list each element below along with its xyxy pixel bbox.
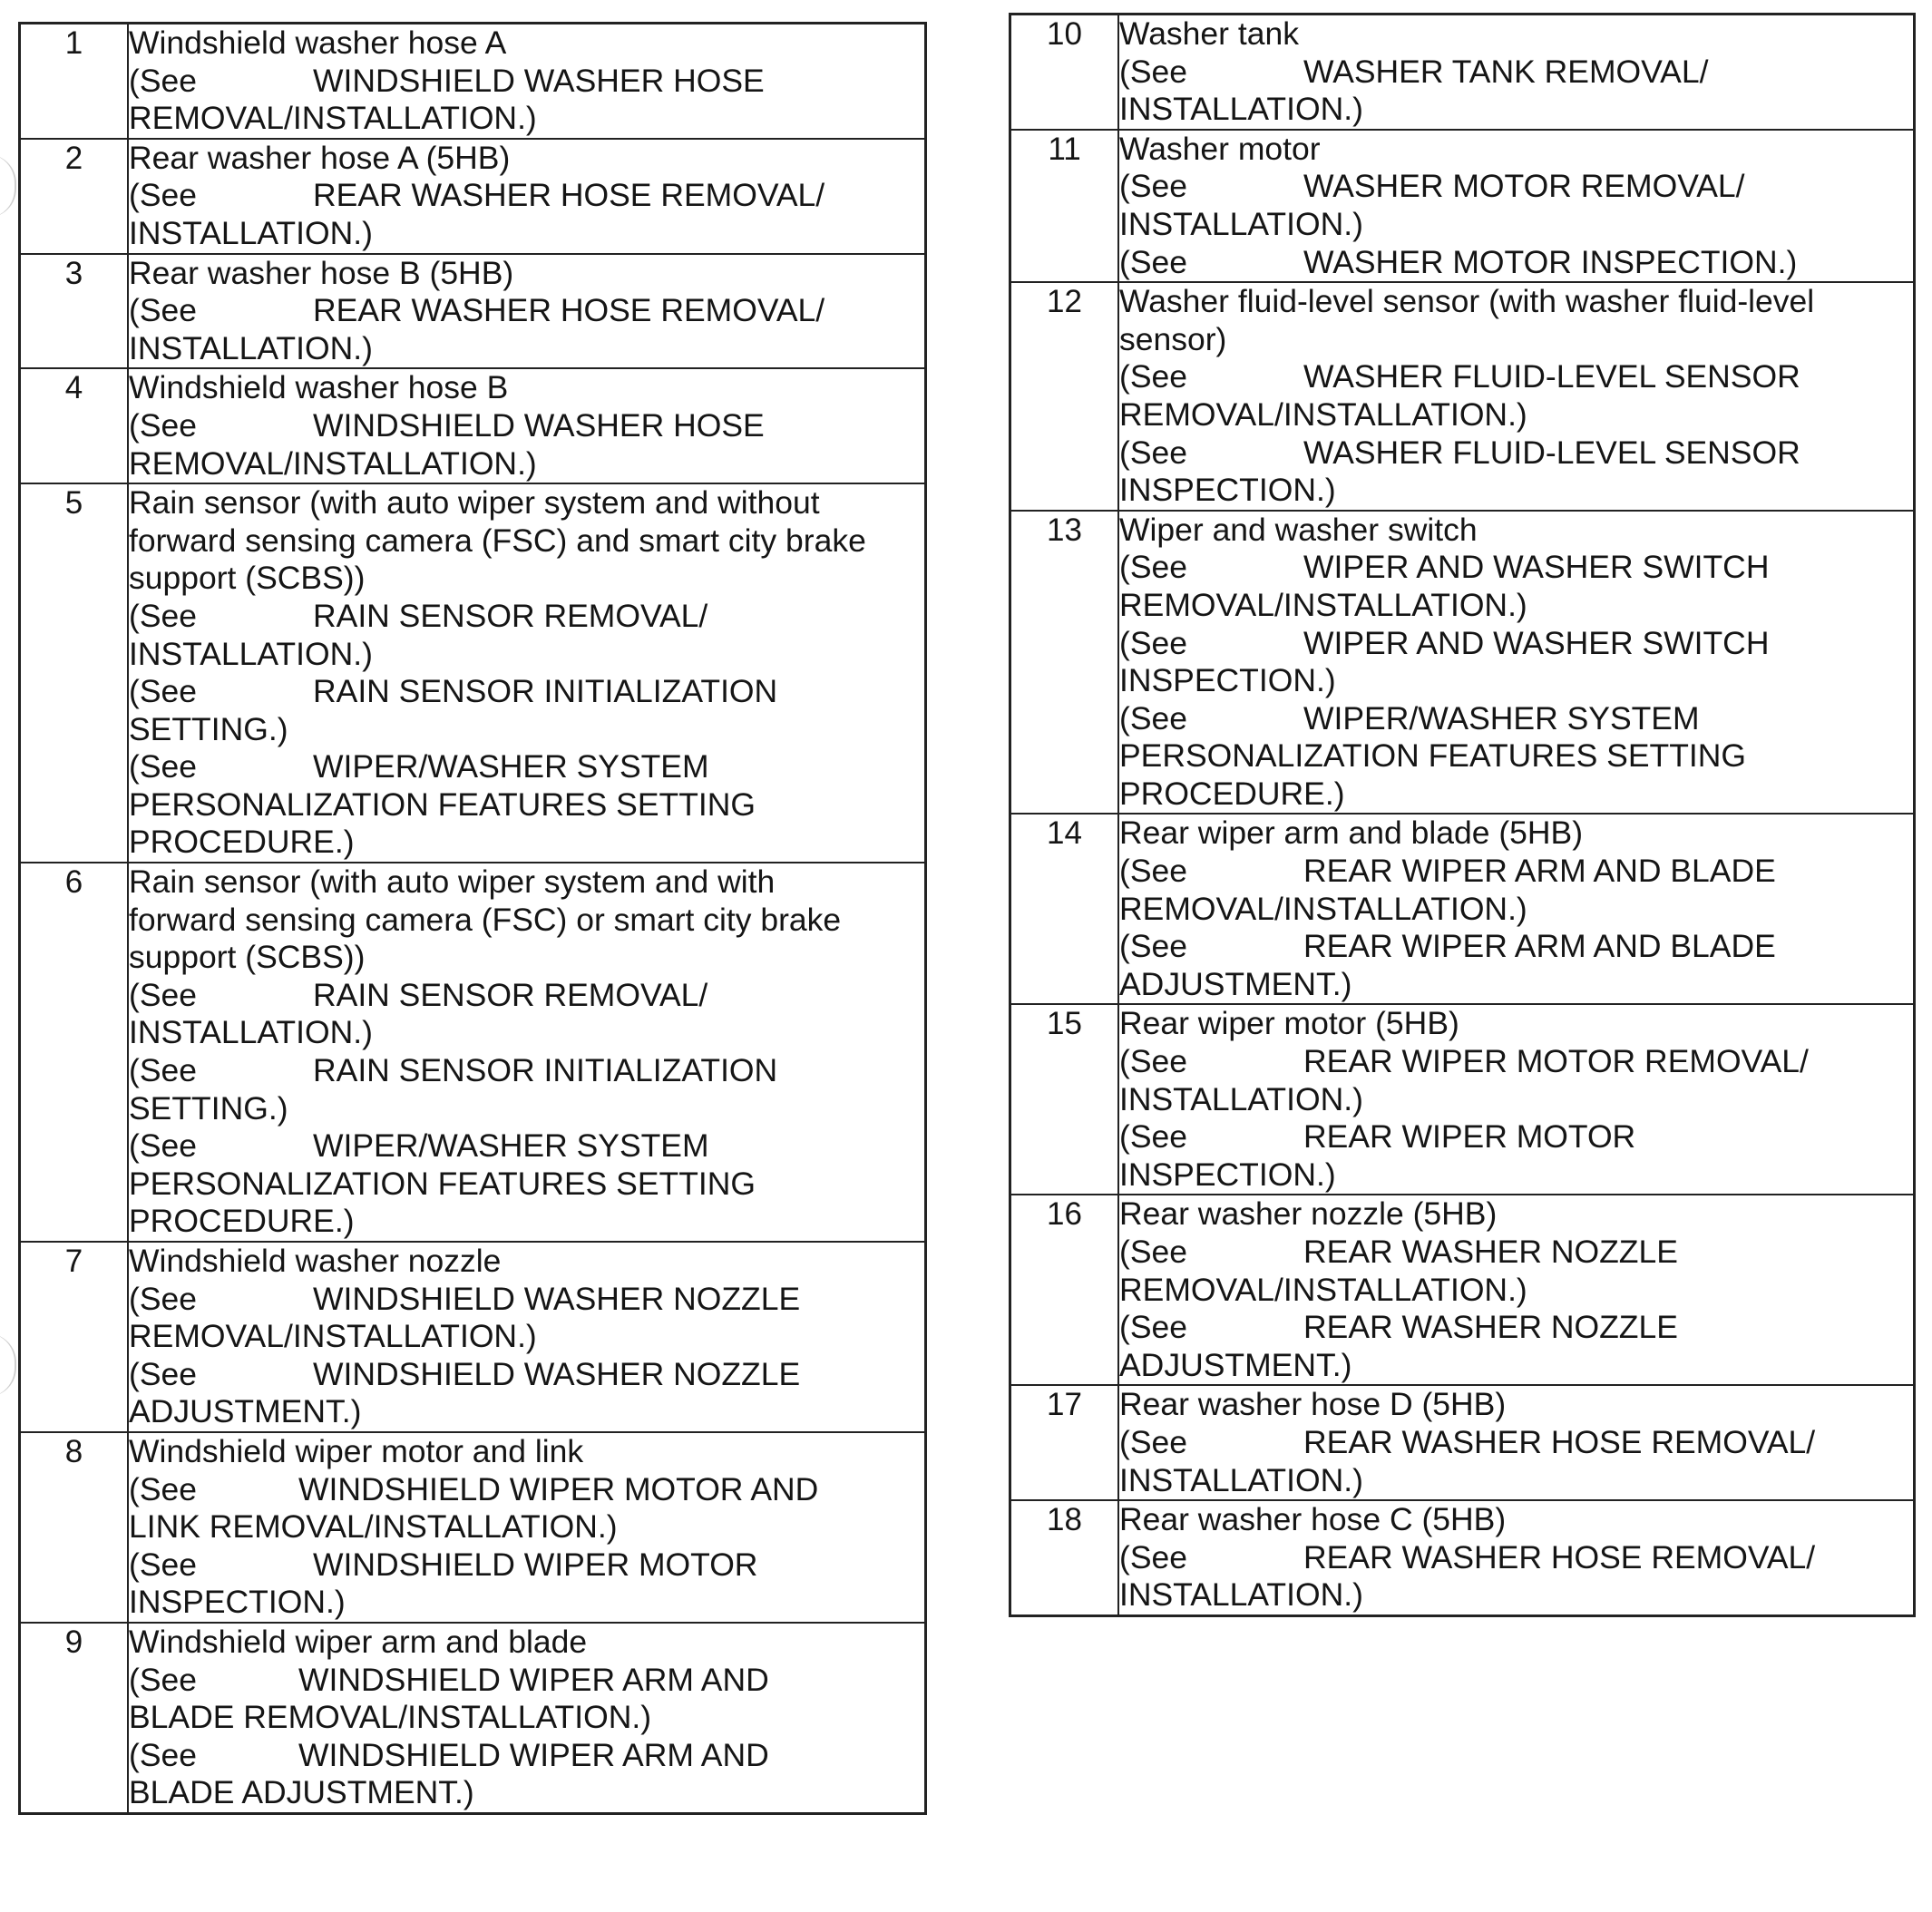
- description-line: [1119, 549, 1913, 587]
- see-prefix: (See: [1119, 853, 1187, 890]
- table-row: [20, 1432, 926, 1623]
- procedure-reference-link[interactable]: WINDSHIELD WASHER NOZZLE: [313, 1355, 801, 1392]
- item-description: [1118, 130, 1915, 282]
- table-row: [20, 863, 926, 1242]
- description-line: Windshield wiper motor and link: [129, 1432, 584, 1469]
- see-prefix: (See: [1119, 243, 1187, 280]
- procedure-reference-link[interactable]: WINDSHIELD WASHER HOSE: [313, 406, 765, 444]
- description-line: [1119, 625, 1913, 663]
- description-line: [1119, 434, 1913, 473]
- item-number: 11: [1010, 130, 1119, 282]
- table-row: [1010, 1385, 1915, 1500]
- parts-table-left: [18, 22, 927, 1815]
- description-line: forward sensing camera (FSC) or smart city brake: [129, 901, 842, 938]
- see-prefix: (See: [1119, 1423, 1187, 1460]
- description-line: Rear wiper motor (5HB): [1119, 1005, 1459, 1042]
- procedure-reference-link[interactable]: REAR WASHER HOSE REMOVAL/: [1303, 1538, 1816, 1575]
- description-line: Washer motor: [1119, 130, 1321, 167]
- procedure-reference-link[interactable]: REAR WIPER MOTOR REMOVAL/: [1303, 1043, 1809, 1080]
- item-number: 17: [1010, 1385, 1119, 1500]
- see-prefix: (See: [129, 1127, 197, 1165]
- procedure-reference-link[interactable]: REAR WASHER NOZZLE: [1303, 1309, 1678, 1346]
- item-description: [1118, 1195, 1915, 1385]
- description-line: REMOVAL/INSTALLATION.): [1119, 890, 1527, 927]
- item-number: 18: [1010, 1500, 1119, 1615]
- description-line: PROCEDURE.): [129, 824, 355, 861]
- procedure-reference-link[interactable]: WASHER FLUID-LEVEL SENSOR: [1303, 358, 1800, 395]
- description-line: INSTALLATION.): [129, 1014, 373, 1051]
- see-prefix: (See: [1119, 699, 1187, 737]
- description-line: ADJUSTMENT.): [1119, 1346, 1352, 1383]
- item-description: [1118, 1004, 1915, 1195]
- procedure-reference-link[interactable]: RAIN SENSOR INITIALIZATION: [313, 673, 778, 710]
- see-prefix: (See: [129, 1661, 197, 1698]
- description-line: Rear washer hose A (5HB): [129, 139, 511, 176]
- description-line: REMOVAL/INSTALLATION.): [1119, 395, 1527, 433]
- see-prefix: (See: [1119, 434, 1187, 471]
- description-line: support (SCBS)): [129, 939, 366, 976]
- description-line: [1119, 1234, 1913, 1272]
- description-line: REMOVAL/INSTALLATION.): [1119, 586, 1527, 623]
- item-number: 10: [1010, 15, 1119, 130]
- see-prefix: (See: [129, 62, 197, 99]
- procedure-reference-link[interactable]: WIPER/WASHER SYSTEM: [313, 1127, 709, 1165]
- table-row: [20, 139, 926, 254]
- description-line: [1119, 1424, 1913, 1462]
- parts-table-right-body: [1010, 15, 1915, 1616]
- item-number: 3: [20, 254, 129, 369]
- table-row: [20, 1623, 926, 1813]
- description-line: [129, 1471, 924, 1509]
- table-row: [20, 483, 926, 863]
- description-line: [1119, 168, 1913, 206]
- description-line: Rear wiper arm and blade (5HB): [1119, 815, 1584, 852]
- item-number: 7: [20, 1242, 129, 1432]
- description-line: INSPECTION.): [1119, 1156, 1336, 1193]
- description-line: Windshield wiper arm and blade: [129, 1623, 588, 1660]
- description-line: Rain sensor (with auto wiper system and with: [129, 863, 776, 901]
- description-line: forward sensing camera (FSC) and smart city brake: [129, 522, 866, 559]
- table-row: [20, 368, 926, 483]
- parts-table-right: [1009, 13, 1916, 1617]
- procedure-reference-link[interactable]: WASHER TANK REMOVAL/: [1303, 53, 1709, 90]
- procedure-reference-link[interactable]: WASHER MOTOR REMOVAL/: [1303, 168, 1745, 205]
- description-line: BLADE ADJUSTMENT.): [129, 1774, 474, 1811]
- procedure-reference-link[interactable]: REAR WIPER ARM AND BLADE: [1303, 853, 1776, 890]
- item-description: [1118, 511, 1915, 815]
- description-line: PROCEDURE.): [1119, 775, 1345, 812]
- item-description: [128, 1623, 926, 1813]
- procedure-reference-link[interactable]: RAIN SENSOR REMOVAL/: [313, 597, 708, 634]
- description-line: INSTALLATION.): [129, 214, 373, 251]
- description-line: PERSONALIZATION FEATURES SETTING: [129, 1165, 756, 1202]
- item-description: [1118, 1385, 1915, 1500]
- description-line: [129, 748, 924, 786]
- table-row: [1010, 511, 1915, 815]
- item-description: [1118, 1500, 1915, 1615]
- see-prefix: (See: [129, 1355, 197, 1392]
- item-description: [128, 483, 926, 863]
- description-line: INSTALLATION.): [129, 329, 373, 366]
- see-prefix: (See: [1119, 1309, 1187, 1346]
- procedure-reference-link[interactable]: WINDSHIELD WIPER ARM AND: [298, 1661, 769, 1698]
- table-row: [20, 254, 926, 369]
- description-line: [129, 177, 924, 215]
- see-prefix: (See: [129, 597, 197, 634]
- description-line: [129, 1281, 924, 1319]
- description-line: Rear washer nozzle (5HB): [1119, 1195, 1498, 1233]
- procedure-reference-link[interactable]: REAR WIPER ARM AND BLADE: [1303, 928, 1776, 965]
- description-line: INSTALLATION.): [1119, 205, 1363, 242]
- description-line: Wiper and washer switch: [1119, 511, 1478, 548]
- table-row: [20, 24, 926, 139]
- procedure-reference-link[interactable]: WIPER/WASHER SYSTEM: [1303, 699, 1700, 737]
- description-line: [1119, 1539, 1913, 1577]
- procedure-reference-link[interactable]: WINDSHIELD WIPER MOTOR: [313, 1546, 758, 1583]
- see-prefix: (See: [129, 177, 197, 214]
- table-row: [1010, 130, 1915, 282]
- description-line: Rear washer hose D (5HB): [1119, 1386, 1507, 1423]
- description-line: sensor): [1119, 320, 1227, 357]
- see-prefix: (See: [1119, 928, 1187, 965]
- description-line: INSPECTION.): [1119, 662, 1336, 699]
- description-line: Rear washer hose B (5HB): [129, 254, 514, 291]
- item-description: [128, 24, 926, 139]
- description-line: [1119, 1043, 1913, 1081]
- description-line: [1119, 700, 1913, 738]
- item-description: [1118, 282, 1915, 511]
- procedure-reference-link[interactable]: WIPER AND WASHER SWITCH: [1303, 549, 1770, 586]
- table-row: [1010, 282, 1915, 511]
- description-line: Rain sensor (with auto wiper system and without: [129, 484, 820, 522]
- item-number: 9: [20, 1623, 129, 1813]
- see-prefix: (See: [129, 1052, 197, 1089]
- procedure-reference-link[interactable]: WINDSHIELD WASHER HOSE: [313, 62, 765, 99]
- description-line: INSTALLATION.): [1119, 1080, 1363, 1117]
- item-description: [128, 139, 926, 254]
- procedure-reference-link[interactable]: WIPER AND WASHER SWITCH: [1303, 624, 1770, 661]
- see-prefix: (See: [129, 748, 197, 785]
- description-line: LINK REMOVAL/INSTALLATION.): [129, 1508, 618, 1546]
- procedure-reference-link[interactable]: REAR WIPER MOTOR: [1303, 1118, 1636, 1156]
- item-description: [128, 1242, 926, 1432]
- item-number: 13: [1010, 511, 1119, 815]
- see-prefix: (See: [1119, 1043, 1187, 1080]
- description-line: INSTALLATION.): [129, 635, 373, 672]
- procedure-reference-link[interactable]: WIPER/WASHER SYSTEM: [313, 748, 709, 785]
- procedure-reference-link[interactable]: WASHER MOTOR INSPECTION.): [1303, 243, 1798, 280]
- description-line: Washer tank: [1119, 15, 1299, 52]
- description-line: Windshield washer hose A: [129, 24, 507, 61]
- item-description: [128, 254, 926, 369]
- item-number: 5: [20, 483, 129, 863]
- item-number: 16: [1010, 1195, 1119, 1385]
- item-description: [1118, 15, 1915, 130]
- description-line: [129, 1546, 924, 1585]
- item-number: 14: [1010, 814, 1119, 1004]
- description-line: INSTALLATION.): [1119, 91, 1363, 128]
- description-line: [129, 292, 924, 330]
- description-line: REMOVAL/INSTALLATION.): [129, 100, 537, 137]
- item-number: 2: [20, 139, 129, 254]
- description-line: Rear washer hose C (5HB): [1119, 1501, 1507, 1538]
- table-row: [1010, 814, 1915, 1004]
- item-number: 6: [20, 863, 129, 1242]
- see-prefix: (See: [129, 1280, 197, 1317]
- procedure-reference-link[interactable]: REAR WASHER NOZZLE: [1303, 1234, 1678, 1270]
- description-line: [129, 1356, 924, 1394]
- description-line: PERSONALIZATION FEATURES SETTING: [1119, 737, 1747, 775]
- see-prefix: (See: [1119, 53, 1187, 90]
- item-description: [128, 368, 926, 483]
- description-line: ADJUSTMENT.): [129, 1393, 362, 1430]
- description-line: [1119, 244, 1913, 282]
- description-line: [129, 407, 924, 445]
- description-line: REMOVAL/INSTALLATION.): [1119, 1271, 1527, 1308]
- description-line: [129, 598, 924, 636]
- procedure-reference-link[interactable]: REAR WASHER HOSE REMOVAL/: [313, 177, 825, 214]
- description-line: REMOVAL/INSTALLATION.): [129, 1318, 537, 1355]
- description-line: [1119, 54, 1913, 92]
- see-prefix: (See: [1119, 1234, 1187, 1270]
- item-number: 4: [20, 368, 129, 483]
- item-number: 15: [1010, 1004, 1119, 1195]
- procedure-reference-link[interactable]: WINDSHIELD WASHER NOZZLE: [313, 1280, 801, 1317]
- description-line: Washer fluid-level sensor (with washer fluid-level: [1119, 283, 1815, 320]
- description-line: SETTING.): [129, 1089, 288, 1127]
- item-description: [1118, 814, 1915, 1004]
- procedure-reference-link[interactable]: REAR WASHER HOSE REMOVAL/: [1303, 1423, 1816, 1460]
- description-line: [1119, 1118, 1913, 1156]
- see-prefix: (See: [129, 1470, 197, 1507]
- description-line: ADJUSTMENT.): [1119, 965, 1352, 1002]
- see-prefix: (See: [129, 292, 197, 329]
- description-line: Windshield washer hose B: [129, 369, 509, 406]
- scan-binding-mark: [0, 1333, 16, 1397]
- description-line: INSTALLATION.): [1119, 1576, 1363, 1614]
- description-line: support (SCBS)): [129, 560, 366, 597]
- item-description: [128, 863, 926, 1242]
- table-row: [1010, 15, 1915, 130]
- procedure-reference-link[interactable]: RAIN SENSOR REMOVAL/: [313, 976, 708, 1013]
- description-line: Windshield washer nozzle: [129, 1243, 502, 1279]
- description-line: [129, 63, 924, 101]
- item-description: [128, 1432, 926, 1623]
- description-line: PROCEDURE.): [129, 1203, 355, 1240]
- description-line: INSPECTION.): [1119, 472, 1336, 509]
- scan-binding-mark: [0, 154, 16, 218]
- table-row: [1010, 1195, 1915, 1385]
- see-prefix: (See: [1119, 549, 1187, 586]
- procedure-reference-link[interactable]: WINDSHIELD WIPER MOTOR AND: [298, 1470, 819, 1507]
- see-prefix: (See: [129, 673, 197, 710]
- description-line: [129, 1662, 924, 1700]
- procedure-reference-link[interactable]: REAR WASHER HOSE REMOVAL/: [313, 292, 825, 329]
- description-line: BLADE REMOVAL/INSTALLATION.): [129, 1699, 652, 1736]
- description-line: [1119, 358, 1913, 396]
- description-line: SETTING.): [129, 710, 288, 747]
- see-prefix: (See: [1119, 358, 1187, 395]
- item-number: 8: [20, 1432, 129, 1623]
- procedure-reference-link[interactable]: RAIN SENSOR INITIALIZATION: [313, 1052, 778, 1089]
- see-prefix: (See: [129, 1546, 197, 1583]
- procedure-reference-link[interactable]: WINDSHIELD WIPER ARM AND: [298, 1736, 769, 1773]
- description-line: [129, 977, 924, 1015]
- description-line: INSPECTION.): [129, 1584, 346, 1621]
- item-number: 1: [20, 24, 129, 139]
- see-prefix: (See: [1119, 1118, 1187, 1156]
- procedure-reference-link[interactable]: WASHER FLUID-LEVEL SENSOR: [1303, 434, 1800, 471]
- description-line: INSTALLATION.): [1119, 1461, 1363, 1498]
- description-line: [129, 1127, 924, 1166]
- see-prefix: (See: [129, 976, 197, 1013]
- description-line: [1119, 1309, 1913, 1347]
- see-prefix: (See: [1119, 1538, 1187, 1575]
- description-line: [1119, 853, 1913, 891]
- see-prefix: (See: [1119, 168, 1187, 205]
- item-number: 12: [1010, 282, 1119, 511]
- see-prefix: (See: [129, 1736, 197, 1773]
- description-line: [1119, 928, 1913, 966]
- table-row: [20, 1242, 926, 1432]
- see-prefix: (See: [129, 406, 197, 444]
- description-line: [129, 1737, 924, 1775]
- description-line: [129, 673, 924, 711]
- table-row: [1010, 1004, 1915, 1195]
- parts-table-left-body: [20, 24, 926, 1814]
- description-line: PERSONALIZATION FEATURES SETTING: [129, 785, 756, 823]
- see-prefix: (See: [1119, 624, 1187, 661]
- table-row: [1010, 1500, 1915, 1615]
- description-line: REMOVAL/INSTALLATION.): [129, 444, 537, 482]
- description-line: [129, 1052, 924, 1090]
